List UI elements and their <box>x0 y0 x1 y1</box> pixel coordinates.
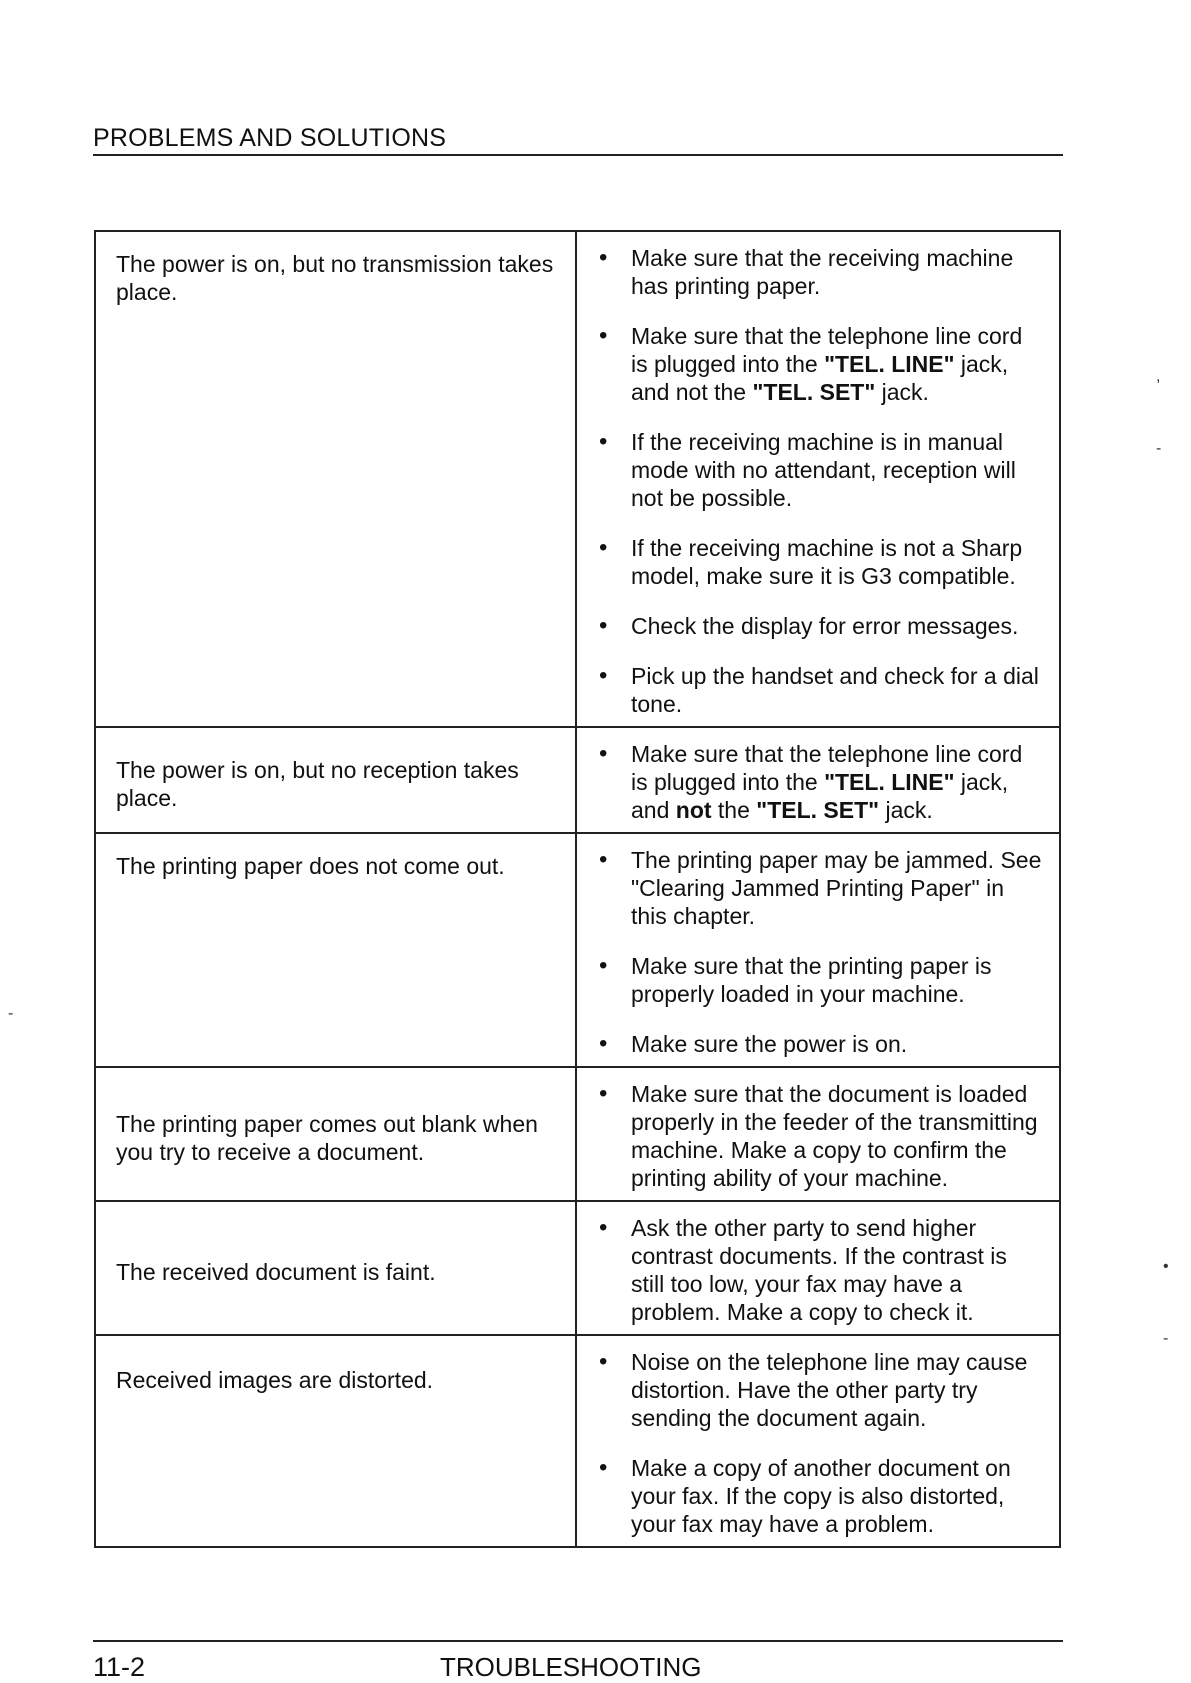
solution-text: jack. <box>875 379 929 405</box>
table-row <box>95 231 1060 727</box>
solution-item <box>591 244 1045 300</box>
solution-text: Make sure that the receiving machine has printing paper. <box>631 245 1014 299</box>
bold-text: "TEL. LINE" <box>824 769 955 795</box>
section-heading: PROBLEMS AND SOLUTIONS <box>93 124 447 152</box>
scan-speck: - <box>1163 1330 1169 1347</box>
solutions-cell <box>576 727 1060 833</box>
solution-text: If the receiving machine is not a Sharp model, make sure it is G3 compatible. <box>631 535 1023 589</box>
solution-item <box>591 428 1045 512</box>
solutions-cell <box>576 231 1060 727</box>
problem-text: The printing paper does not come out. <box>116 853 505 879</box>
problem-cell <box>95 1067 576 1201</box>
problem-text: The received document is faint. <box>116 1259 436 1285</box>
table-body <box>95 231 1060 1547</box>
problem-text: The printing paper comes out blank when you try to receive a document. <box>116 1111 538 1165</box>
solution-text: Make sure that the document is loaded properly in the feeder of the transmitting machine. Make a copy to confirm the printing ability of your machine. <box>631 1081 1038 1191</box>
solution-text: jack. <box>879 797 933 823</box>
table-row <box>95 1335 1060 1547</box>
solution-list <box>591 244 1045 718</box>
solution-text: Noise on the telephone line may cause distortion. Have the other party try sending the document again. <box>631 1349 1028 1431</box>
solution-text: Make a copy of another document on your fax. If the copy is also distorted, your fax may have a problem. <box>631 1455 1011 1537</box>
solution-item <box>591 322 1045 406</box>
solution-list <box>591 740 1045 824</box>
solution-text: the <box>711 797 757 823</box>
solution-item <box>591 1214 1045 1326</box>
bold-text: "TEL. LINE" <box>824 351 955 377</box>
solution-text: jack, and not the <box>631 351 1009 405</box>
solution-item <box>591 612 1045 640</box>
solution-item <box>591 740 1045 824</box>
solution-item <box>591 1030 1045 1058</box>
solution-item <box>591 662 1045 718</box>
solution-text: If the receiving machine is in manual mode with no attendant, reception will not be possible. <box>631 429 1016 511</box>
solution-text: Ask the other party to send higher contrast documents. If the contrast is still too low, your fax may have a problem. Make a copy to check it. <box>631 1215 1007 1325</box>
solution-text: The printing paper may be jammed. See "Clearing Jammed Printing Paper" in this chapter. <box>631 847 1042 929</box>
table-row <box>95 1201 1060 1335</box>
solution-text: Make sure that the telephone line cord is plugged into the <box>631 741 1023 795</box>
solution-item <box>591 952 1045 1008</box>
scan-speck: • <box>1163 1258 1169 1275</box>
solution-text: jack, and <box>631 769 1009 823</box>
problem-text: The power is on, but no reception takes place. <box>116 757 519 811</box>
solution-list <box>591 1348 1045 1538</box>
table-row <box>95 727 1060 833</box>
solution-text: Pick up the handset and check for a dial tone. <box>631 663 1039 717</box>
scan-speck: - <box>1156 440 1162 457</box>
table-row <box>95 1067 1060 1201</box>
solution-item <box>591 534 1045 590</box>
scan-speck: , <box>1156 368 1161 385</box>
problems-solutions-table <box>94 230 1061 1548</box>
solution-list <box>591 1080 1045 1192</box>
solution-item <box>591 1348 1045 1432</box>
bold-text: not <box>675 797 712 823</box>
page-footer <box>93 1640 1063 1682</box>
solution-list <box>591 846 1045 1058</box>
solution-item <box>591 846 1045 930</box>
solution-list <box>591 1214 1045 1326</box>
problem-text: Received images are distorted. <box>116 1367 434 1393</box>
solution-text: Make sure the power is on. <box>631 1031 908 1057</box>
solutions-cell <box>576 1201 1060 1335</box>
solution-item <box>591 1080 1045 1192</box>
solution-text: Make sure that the printing paper is properly loaded in your machine. <box>631 953 992 1007</box>
page-header <box>93 124 1063 156</box>
page-number: 11-2 <box>93 1652 146 1682</box>
solutions-cell <box>576 833 1060 1067</box>
solutions-cell <box>576 1067 1060 1201</box>
problem-cell <box>95 727 576 833</box>
problem-cell <box>95 833 576 1067</box>
solutions-cell <box>576 1335 1060 1547</box>
problem-cell <box>95 1335 576 1547</box>
bold-text: "TEL. SET" <box>752 379 876 405</box>
scan-speck: - <box>8 1005 14 1022</box>
problem-cell <box>95 231 576 727</box>
problem-cell <box>95 1201 576 1335</box>
problem-text: The power is on, but no transmission takes place. <box>116 251 554 305</box>
bold-text: "TEL. SET" <box>756 797 880 823</box>
solution-text: Make sure that the telephone line cord is plugged into the <box>631 323 1023 377</box>
solution-item <box>591 1454 1045 1538</box>
solution-text: Check the display for error messages. <box>631 613 1019 639</box>
table-row <box>95 833 1060 1067</box>
chapter-title: TROUBLESHOOTING <box>440 1652 702 1682</box>
